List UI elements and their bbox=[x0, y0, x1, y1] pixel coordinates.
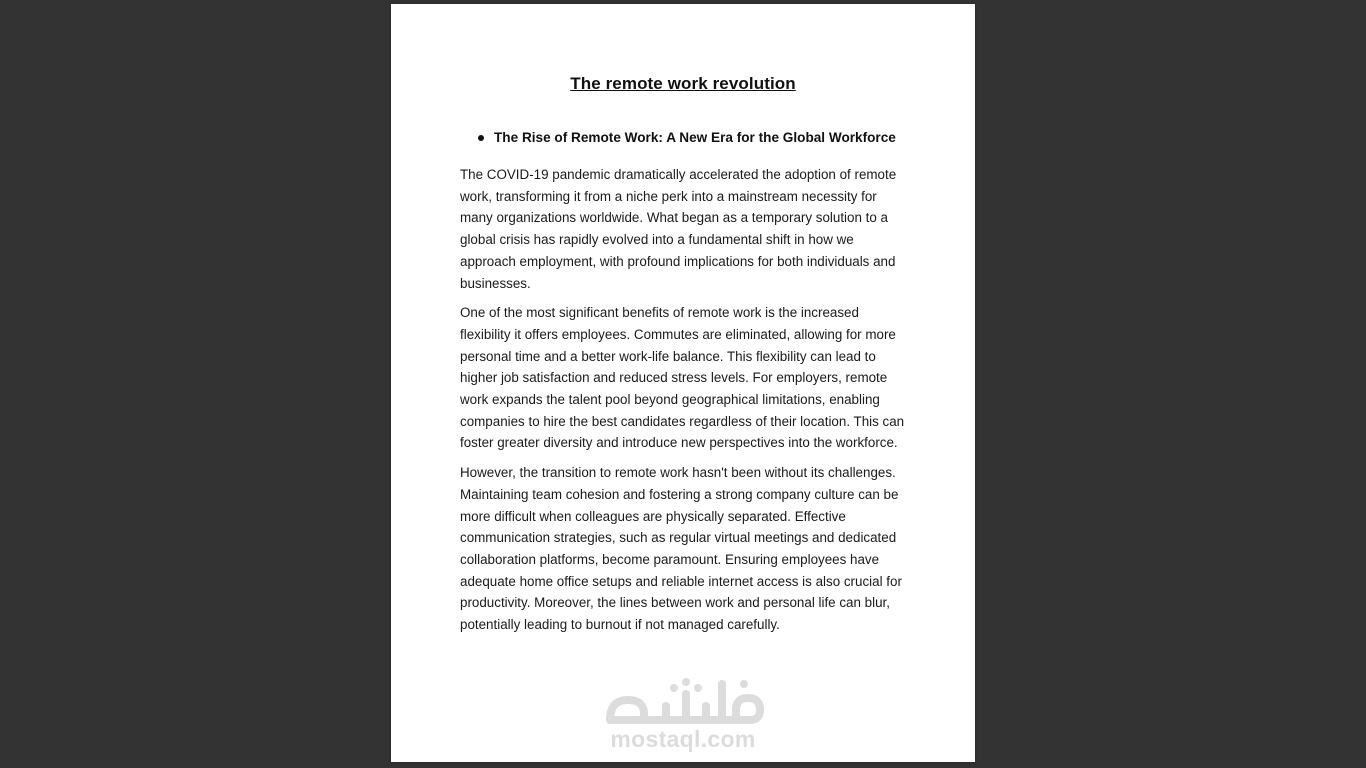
document-title: The remote work revolution bbox=[570, 74, 796, 93]
watermark bbox=[600, 674, 766, 756]
bullet-icon bbox=[478, 135, 484, 141]
document-page bbox=[391, 4, 975, 762]
bullet-item bbox=[460, 129, 920, 147]
bullet-list bbox=[460, 129, 920, 147]
bullet-text: The Rise of Remote Work: A New Era for the Global Workforce bbox=[494, 130, 896, 145]
mostaql-logo-icon bbox=[600, 674, 766, 730]
paragraph-3: However, the transition to remote work hasn't been without its challenges. Maintaining team cohesion and fostering a strong company culture can be more difficult when colleagues are physically separated. Effective communication strategies, such as regular virtual meetings and dedicated collaboration platforms, become paramount. Ensuring employees have adequate home office setups and reliable internet access is also crucial for productivity. Moreover, the lines between work and personal life can blur, potentially leading to burnout if not managed carefully. bbox=[460, 465, 902, 633]
paragraph-1: The COVID-19 pandemic dramatically accelerated the adoption of remote work, transforming it from a niche perk into a mainstream necessity for many organizations worldwide. What began as a temporary solution to a global crisis has rapidly evolved into a fundamental shift in how we approach employment, with profound implications for both individuals and businesses. bbox=[460, 167, 897, 291]
watermark-site-text: mostaql.com bbox=[610, 726, 756, 752]
document-body bbox=[460, 164, 912, 644]
paragraph-2: One of the most significant benefits of remote work is the increased flexibility it offers employees. Commutes are eliminated, allowing for more personal time and a better work-life balance. This flexibility can lead to higher job satisfaction and reduced stress levels. For employers, remote work expands the talent pool beyond geographical limitations, enabling companies to hire the best candidates regardless of their location. This can foster greater diversity and introduce new perspectives into the workforce. bbox=[460, 305, 905, 451]
